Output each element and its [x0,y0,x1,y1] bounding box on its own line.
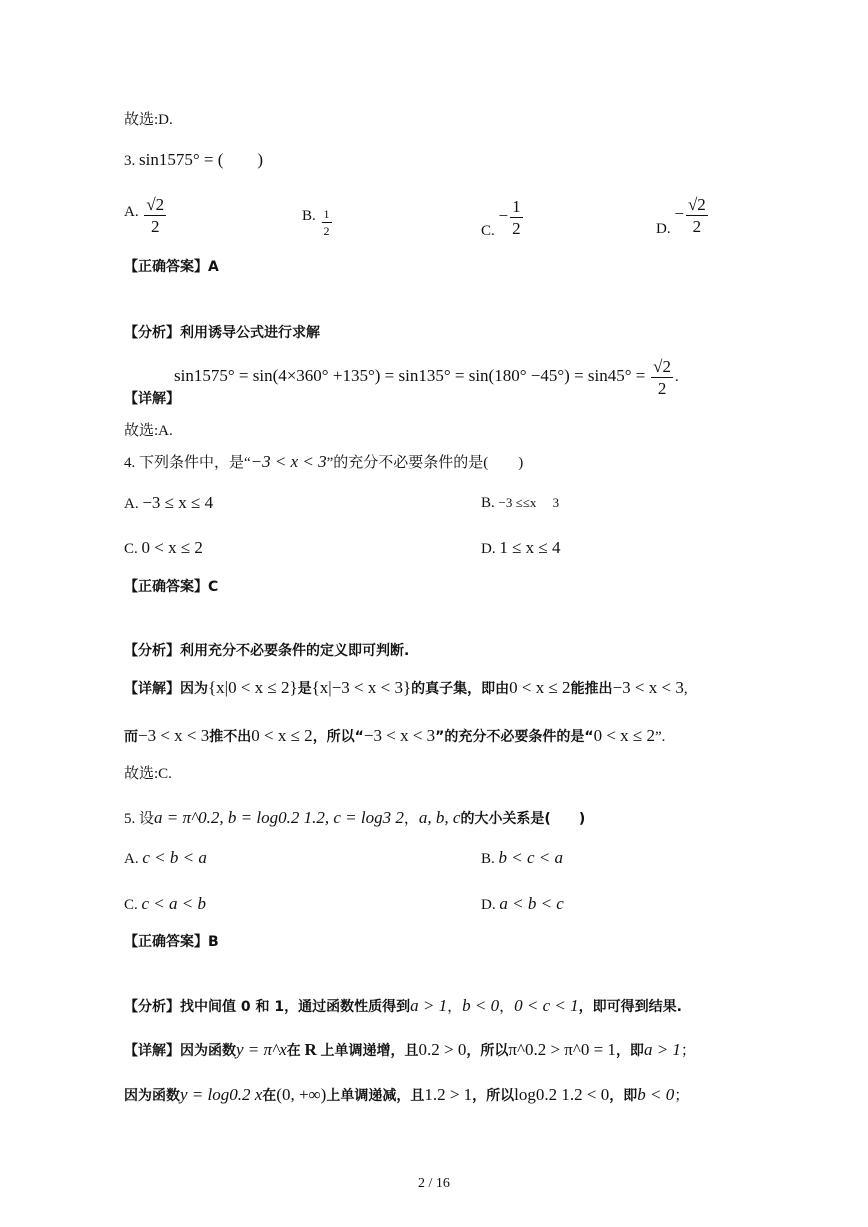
q4-option-d: D. 1 ≤ x ≤ 4 [481,538,561,557]
q5-answer: 【正确答案】B [124,934,219,950]
q3-conclusion: 故选:A. [124,423,173,439]
q3-answer: 【正确答案】A [124,259,219,275]
q5-option-c: C. c < a < b [124,894,207,913]
page-number: 2 / 16 [418,1176,450,1191]
q5-analysis: 【分析】找中间值 0 和 1，通过函数性质得到a > 1，b < 0，0 < c < 1，即可得到结果. [124,996,682,1015]
q4-conclusion: 故选:C. [124,766,172,782]
q3-stem: 3. sin1575° = ( ) [124,150,264,169]
q4-option-c: C. 0 < x ≤ 2 [124,538,203,557]
q3-option-c: C. − $\frac{1}{2}$ [481,197,521,239]
q4-answer: 【正确答案】C [124,579,219,595]
q3-detail-label: 【详解】 [124,391,180,407]
q4-option-b: B. −3 ≤≤x 3 [481,495,560,511]
q4-stem: 4. 下列条件中，是“−3 < x < 3”的充分不必要条件的是( ) [124,452,524,471]
q5-stem: 5. 设a = π^0.2, b = log0.2 1.2, c = log3 2，a, b, c的大小关系是( ) [124,808,586,827]
q3-detail-expr: sin1575° = sin(4×360° +135°) = sin135° = sin(180° −45°) = sin45° = $\frac{√2}{2}$ . [174,357,679,398]
q3-option-a: A. $\frac{√2}{2}$ [124,195,165,236]
q4-analysis: 【分析】利用充分不必要条件的定义即可判断. [124,643,410,659]
q5-option-b: B. b < c < a [481,848,564,867]
q5-detail-line1: 【详解】因为函数y = π^x在 R 上单调递增，且0.2 > 0，所以π^0.2 > π^0 = 1，即a > 1； [124,1040,696,1059]
q5-option-a: A. c < b < a [124,848,207,867]
q3-option-d: D. − $\frac{√2}{2}$ [656,195,706,237]
q4-option-a: A. −3 ≤ x ≤ 4 [124,493,214,512]
q4-detail-line2: 而−3 < x < 3推不出0 < x ≤ 2，所以“−3 < x < 3”的充分不必要条件的是“0 < x ≤ 2”. [124,726,666,745]
conclusion-line: 故选:D. [124,112,173,128]
q5-detail-line2: 因为函数y = log0.2 x在(0, +∞)上单调递减，且1.2 > 1，所以log0.2 1.2 < 0，即b < 0； [124,1085,690,1104]
q3-option-b: B. $\frac{1}{2}$ [302,207,330,238]
q3-analysis: 【分析】利用诱导公式进行求解 [124,325,320,341]
q4-detail-line1: 【详解】因为{x|0 < x ≤ 2}是{x|−3 < x < 3}的真子集，即由0 < x ≤ 2能推出−3 < x < 3, [124,678,688,697]
q5-option-d: D. a < b < c [481,894,564,913]
